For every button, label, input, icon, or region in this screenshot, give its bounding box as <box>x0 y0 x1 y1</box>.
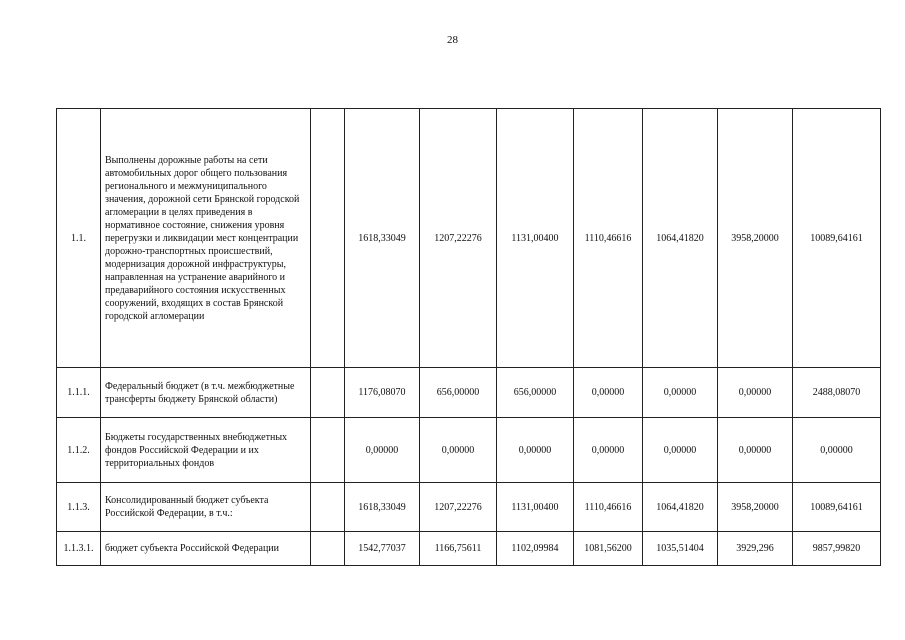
table-row <box>57 483 881 532</box>
row-description: бюджет субъекта Российской Федерации <box>101 532 311 566</box>
value-cell: 0,00000 <box>718 368 793 418</box>
value-cell: 10089,64161 <box>793 109 881 368</box>
value-cell: 3958,20000 <box>718 109 793 368</box>
value-cell: 0,00000 <box>793 418 881 483</box>
table-row <box>57 418 881 483</box>
value-cell: 1207,22276 <box>420 483 497 532</box>
value-cell: 1064,41820 <box>643 483 718 532</box>
value-cell: 3958,20000 <box>718 483 793 532</box>
row-code: 1.1.3.1. <box>57 532 101 566</box>
value-cell: 656,00000 <box>497 368 574 418</box>
row-code: 1.1.2. <box>57 418 101 483</box>
value-cell: 1131,00400 <box>497 483 574 532</box>
value-cell: 0,00000 <box>643 418 718 483</box>
value-cell: 10089,64161 <box>793 483 881 532</box>
budget-table <box>56 108 881 566</box>
value-cell: 1618,33049 <box>345 109 420 368</box>
value-cell: 1102,09984 <box>497 532 574 566</box>
value-cell: 1131,00400 <box>497 109 574 368</box>
value-cell: 1166,75611 <box>420 532 497 566</box>
value-cell: 1035,51404 <box>643 532 718 566</box>
table-row <box>57 368 881 418</box>
page-number: 28 <box>447 34 458 46</box>
value-cell: 0,00000 <box>643 368 718 418</box>
empty-cell <box>311 109 345 368</box>
value-cell: 1081,56200 <box>574 532 643 566</box>
value-cell: 1064,41820 <box>643 109 718 368</box>
value-cell: 0,00000 <box>420 418 497 483</box>
empty-cell <box>311 418 345 483</box>
value-cell: 1207,22276 <box>420 109 497 368</box>
empty-cell <box>311 532 345 566</box>
row-code: 1.1.3. <box>57 483 101 532</box>
row-description: Бюджеты государственных внебюджетных фондов Российской Федерации и их территориальных фондов <box>101 418 311 483</box>
value-cell: 0,00000 <box>345 418 420 483</box>
value-cell: 1176,08070 <box>345 368 420 418</box>
value-cell: 1110,46616 <box>574 109 643 368</box>
row-description: Консолидированный бюджет субъекта Российской Федерации, в т.ч.: <box>101 483 311 532</box>
value-cell: 0,00000 <box>718 418 793 483</box>
value-cell: 0,00000 <box>574 418 643 483</box>
row-description: Федеральный бюджет (в т.ч. межбюджетные трансферты бюджету Брянской области) <box>101 368 311 418</box>
value-cell: 0,00000 <box>574 368 643 418</box>
value-cell: 2488,08070 <box>793 368 881 418</box>
empty-cell <box>311 368 345 418</box>
table-row <box>57 532 881 566</box>
value-cell: 1542,77037 <box>345 532 420 566</box>
value-cell: 656,00000 <box>420 368 497 418</box>
row-code: 1.1.1. <box>57 368 101 418</box>
value-cell: 9857,99820 <box>793 532 881 566</box>
row-description: Выполнены дорожные работы на сети автомобильных дорог общего пользования регионального и межмуниципального значения, дорожной сети Брянской городской агломерации в целях приведения в нормативное состояние, снижения уровня перегрузки и ликвидации мест концентрации дорожно-транспортных происшествий, модернизация дорожной инфраструктуры, направленная на устранение аварийного и предаварийного состояния искусственных сооружений, входящих в состав Брянской городской агломерации <box>101 109 311 368</box>
value-cell: 1618,33049 <box>345 483 420 532</box>
value-cell: 0,00000 <box>497 418 574 483</box>
value-cell: 3929,296 <box>718 532 793 566</box>
empty-cell <box>311 483 345 532</box>
value-cell: 1110,46616 <box>574 483 643 532</box>
table-row <box>57 109 881 368</box>
row-code: 1.1. <box>57 109 101 368</box>
